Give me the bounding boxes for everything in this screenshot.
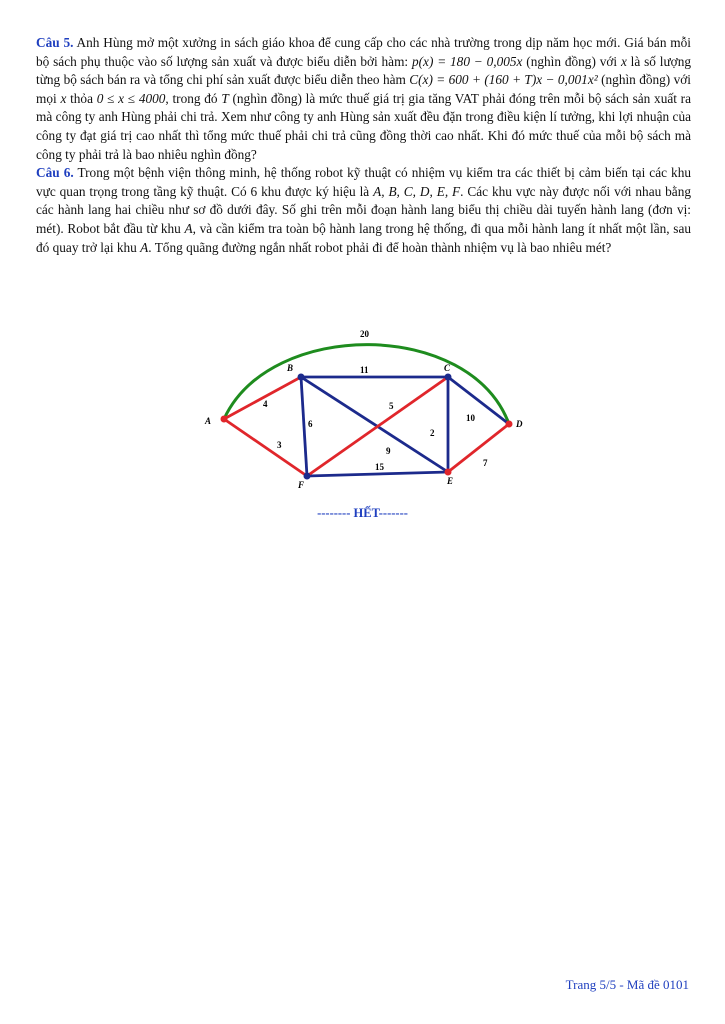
edge-f-e bbox=[307, 472, 448, 476]
document-body bbox=[36, 34, 691, 257]
edge-e-d bbox=[448, 424, 509, 472]
var-t: T bbox=[221, 90, 229, 106]
node-f-label: F bbox=[298, 480, 305, 490]
weight-a-f: 3 bbox=[277, 440, 282, 450]
node-f-dot bbox=[304, 473, 311, 480]
node-d-dot bbox=[506, 421, 513, 428]
weight-b-f: 6 bbox=[308, 419, 313, 429]
node-e-dot bbox=[445, 469, 452, 476]
weight-b-c: 11 bbox=[360, 365, 369, 375]
zone-list: A, B, C, D, E, F bbox=[373, 183, 461, 199]
cost-function: C(x) = 600 + (160 + T)x − 0,001x² bbox=[409, 72, 598, 88]
corridor-graph bbox=[200, 324, 530, 494]
zone-a-ref-2: A bbox=[140, 239, 149, 255]
q5-text-9: (nghìn đồng) là bbox=[228, 90, 316, 106]
q5-text-6: (nghìn đồng) với mọi bbox=[36, 72, 691, 106]
node-c-dot bbox=[445, 374, 452, 381]
q5-text-10: mức thuế giá trị gia tăng VAT phải đóng trên mỗi bộ sách sản xuất ra mà công ty anh Hùng phải chi trả. Xem như công ty anh Hùng sản xuất đều đặn trong điều kiện lí tưởng, khi lợi nhuận của công ty đạt giá trị cao nhất thì tổng mức thuế phải chi trả cũng đồng thời cao nhất. Khi đó mức thuế của mỗi bộ sách mà công ty phải trả là bao nhiêu nghìn đồng? bbox=[36, 90, 692, 162]
weight-f-c: 5 bbox=[389, 401, 394, 411]
weight-a-b: 4 bbox=[263, 399, 268, 409]
weight-c-d: 10 bbox=[466, 413, 475, 423]
var-x-2: x bbox=[60, 90, 67, 106]
q6-text-1: Trong một bệnh viện thông minh, hệ thống robot kỹ thuật có nhiệm vụ kiểm tra các thiết bị cảm biến tại các khu vực quan trọng trong tầng kỹ thuật. Có 6 khu được ký hiệu là bbox=[36, 165, 691, 199]
node-a-dot bbox=[221, 416, 228, 423]
weight-a-d: 20 bbox=[360, 329, 369, 339]
edge-b-f bbox=[301, 377, 307, 476]
weight-b-e: 9 bbox=[386, 446, 391, 456]
price-function: p(x) = 180 − 0,005x bbox=[411, 53, 523, 69]
node-e-label: E bbox=[447, 476, 454, 486]
q5-text-7: thỏa bbox=[66, 90, 97, 106]
node-a-label: A bbox=[205, 416, 212, 426]
weight-c-e: 2 bbox=[430, 428, 435, 438]
edge-c-d bbox=[448, 377, 509, 424]
weight-f-e: 15 bbox=[375, 462, 384, 472]
q5-text-5: là số lượng từng bộ sách bán ra và tổng chi phí sản xuất được biểu diễn theo hàm bbox=[36, 53, 692, 88]
question-6 bbox=[36, 164, 691, 257]
weight-e-d: 7 bbox=[483, 458, 488, 468]
question-6-label: Câu 6. bbox=[36, 165, 74, 181]
q5-text-1: Anh Hùng mở một xưởng in sách giáo khoa để cung cấp cho các nhà trường trong dịp năm học mới. bbox=[73, 35, 621, 50]
q5-text-3: (nghìn bbox=[522, 53, 562, 69]
zone-a-ref: A bbox=[184, 220, 193, 236]
node-b-label: B bbox=[287, 363, 294, 373]
question-5 bbox=[36, 34, 691, 164]
end-marker: -------- HẾT------- bbox=[317, 506, 408, 520]
q5-text-2: Giá bán mỗi bộ sách phụ thuộc vào số lượng sản xuất và được biểu diễn bởi hàm: bbox=[36, 35, 691, 69]
q5-text-4: đồng) với bbox=[564, 53, 621, 69]
x-range: 0 ≤ x ≤ 4000 bbox=[96, 90, 166, 106]
q6-text-2: . Các khu vực này được nối với nhau bằng các hành lang hai chiều như sơ đồ dưới đây. Số ghi trên mỗi đoạn hành lang biểu thị chiều dài tuyến hành lang (đơn vị: mét). Robot bắt đầu từ khu bbox=[36, 183, 691, 236]
q6-text-4: . Tổng quãng đường ngắn nhất robot phải đi để hoàn thành nhiệm vụ là bao nhiêu mét? bbox=[148, 239, 612, 255]
node-d-label: D bbox=[516, 419, 523, 429]
node-b-dot bbox=[298, 374, 305, 381]
question-5-label: Câu 5. bbox=[36, 35, 74, 50]
edge-a-f bbox=[224, 419, 307, 476]
q5-text-8: , trong đó bbox=[165, 90, 222, 106]
var-x: x bbox=[620, 53, 627, 69]
q6-text-3: , và cần kiểm tra toàn bộ hành lang trong hệ thống, đi qua mỗi hành lang ít nhất một lần, sau đó quay trở lại khu bbox=[36, 220, 692, 255]
page-footer: Trang 5/5 - Mã đề 0101 bbox=[565, 977, 689, 992]
node-c-label: C bbox=[444, 363, 451, 373]
